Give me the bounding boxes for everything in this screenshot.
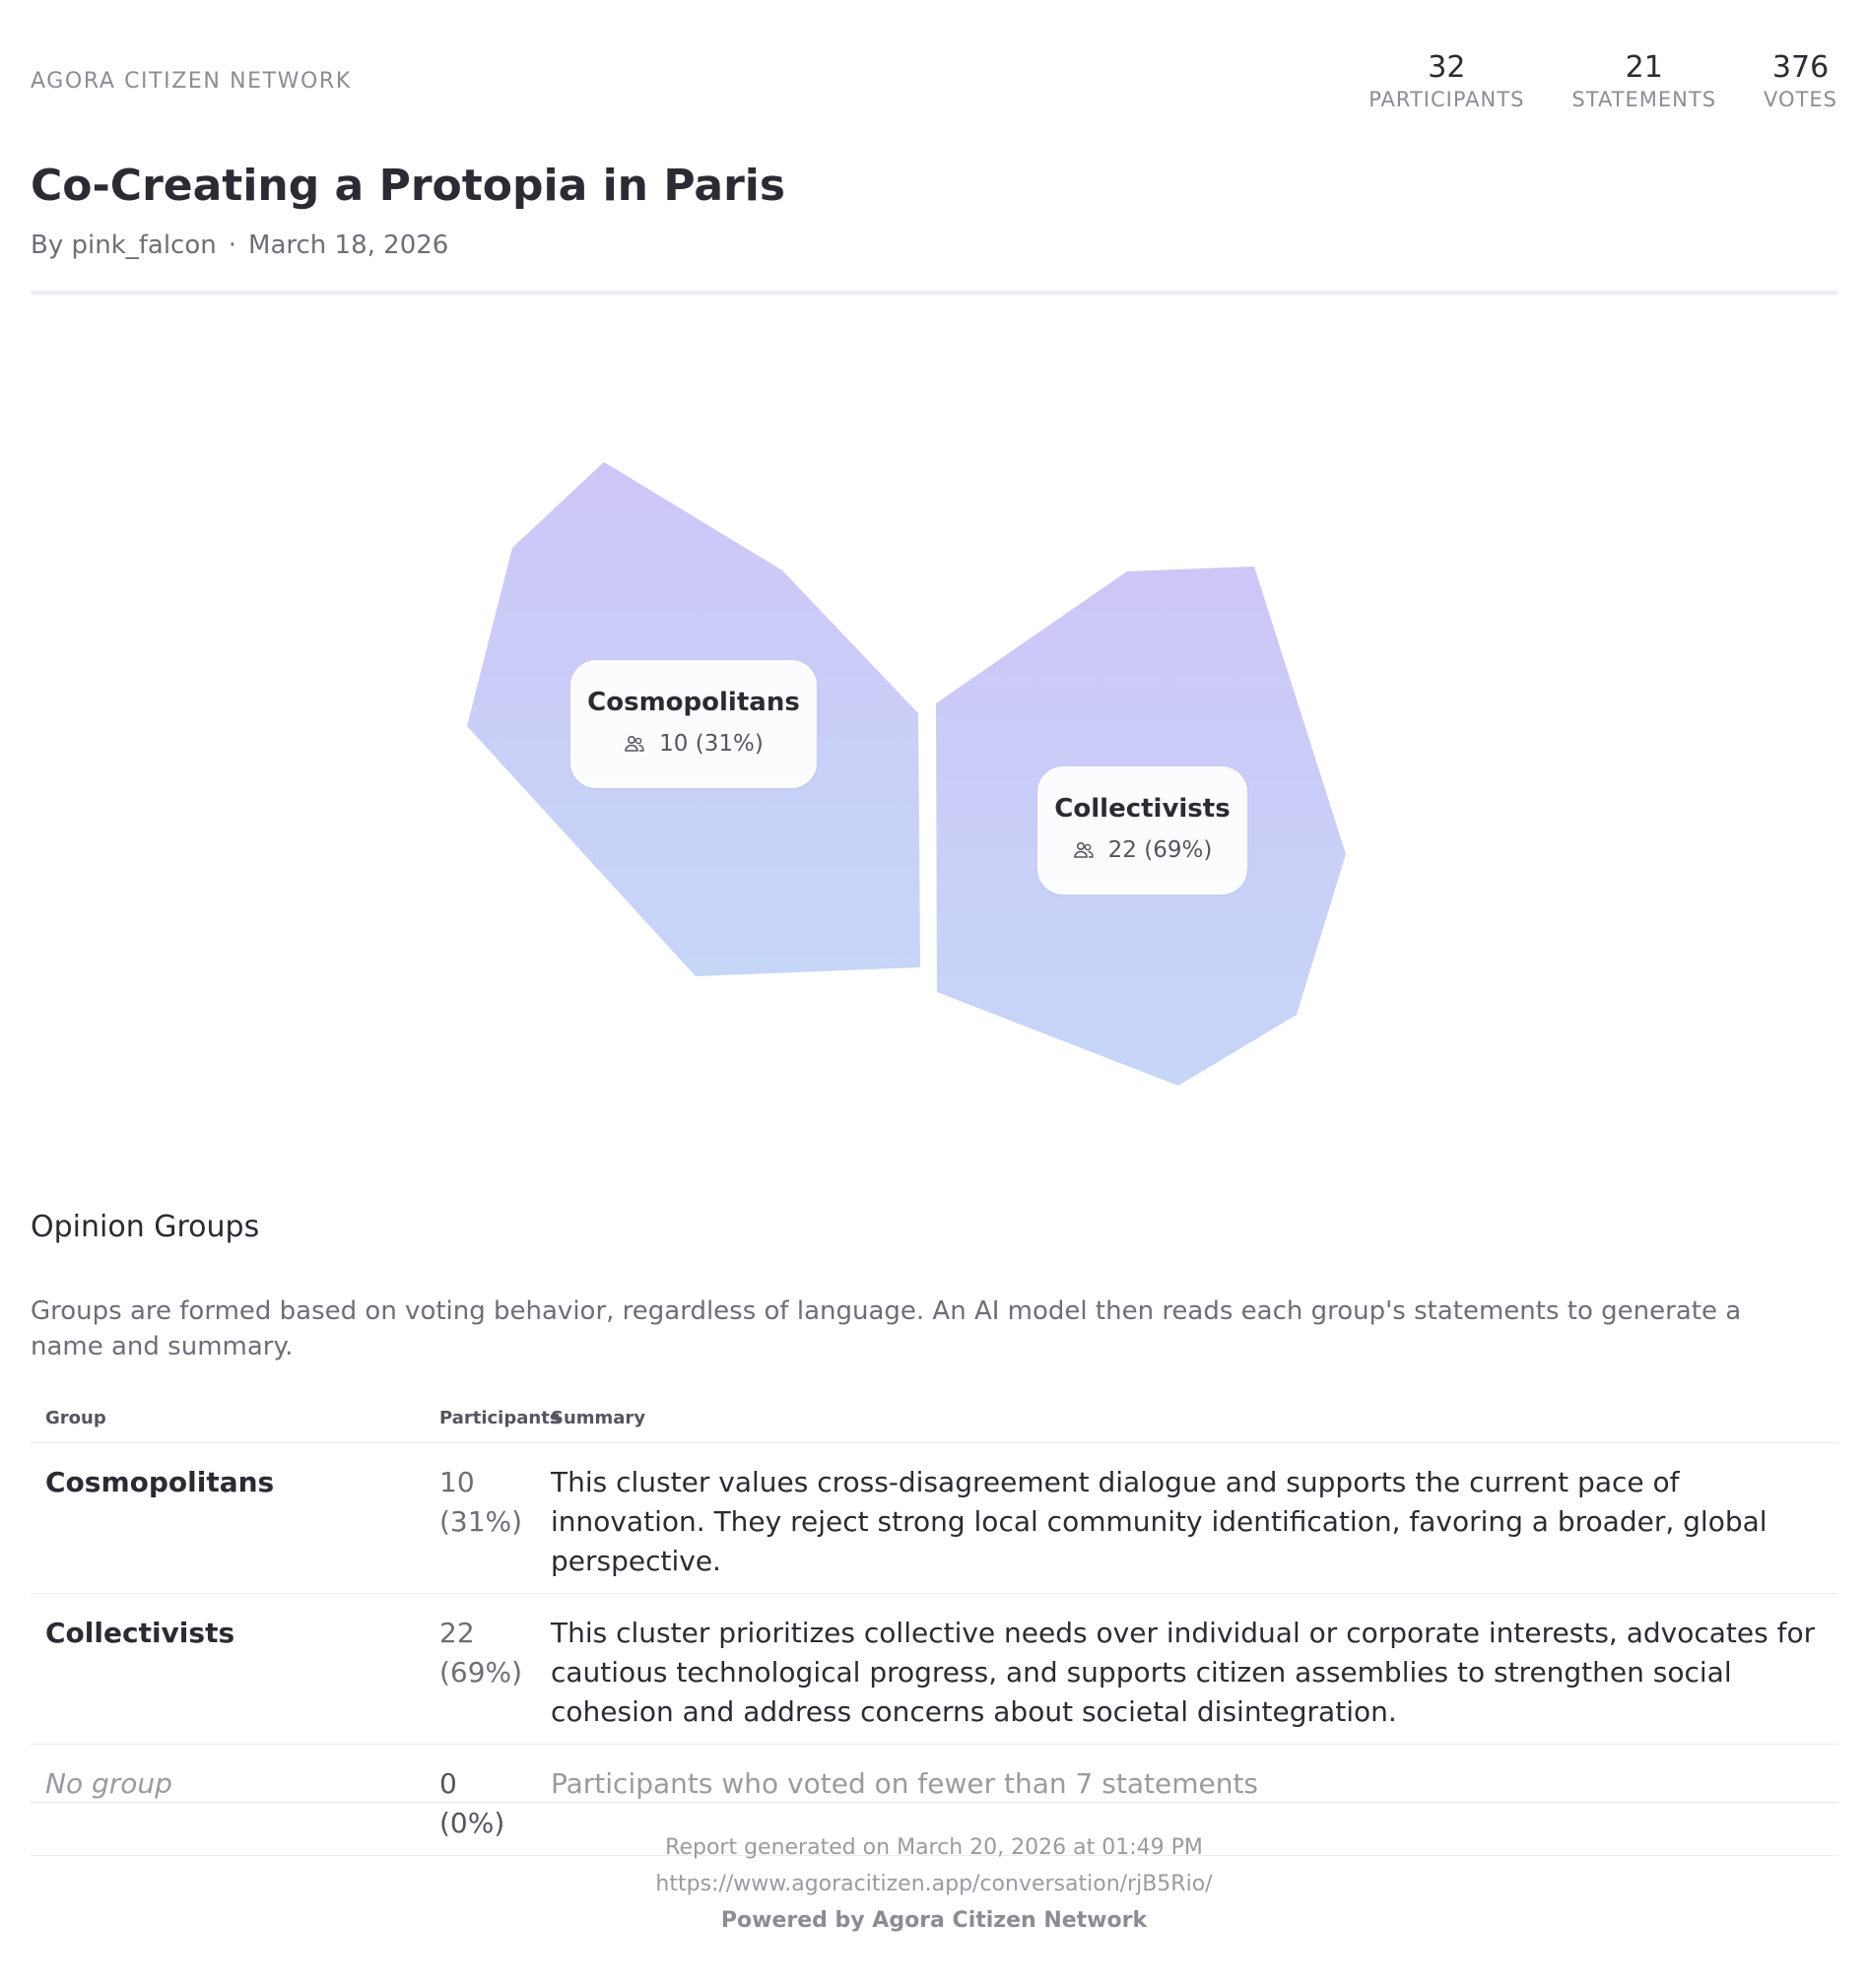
stats-bar (1368, 51, 1837, 111)
stat-votes (1764, 51, 1837, 111)
stat-statements (1571, 51, 1716, 111)
cluster-count (1037, 837, 1247, 863)
group-summary: Participants who voted on fewer than 7 statements (536, 1745, 1837, 1856)
column-header-participants: Participants (425, 1399, 536, 1443)
people-icon (1073, 841, 1095, 859)
conversation-url[interactable]: https://www.agoracitizen.app/conversation/rjB5Rio/ (655, 1872, 1213, 1896)
cluster-name: Collectivists (1054, 794, 1231, 824)
stat-value: 376 (1771, 50, 1830, 85)
footer-divider (31, 1802, 1837, 1803)
powered-by: Powered by Agora Citizen Network (720, 1908, 1148, 1933)
people-icon (624, 735, 645, 753)
byline-separator: · (228, 231, 237, 260)
group-participants: 10 (31%) (425, 1443, 536, 1594)
stat-value: 21 (1625, 50, 1663, 85)
stat-label: STATEMENTS (1571, 87, 1717, 111)
cluster-name: Cosmopolitans (587, 688, 800, 717)
generated-timestamp: Report generated on March 20, 2026 at 01:49 PM (665, 1835, 1203, 1860)
author: By pink_falcon (31, 231, 217, 260)
opinion-map (0, 296, 1868, 1162)
stat-value: 32 (1428, 50, 1466, 85)
stat-label: PARTICIPANTS (1368, 87, 1525, 111)
section-title: Opinion Groups (31, 1210, 260, 1244)
group-summary: This cluster values cross-disagreement dialogue and supports the current pace of innovation. They reject strong local community identification, favoring a broader, global perspective. (536, 1443, 1837, 1594)
byline (31, 231, 448, 260)
cluster-count-text: 22 (69%) (1107, 837, 1213, 863)
opinion-map-canvas (0, 296, 1868, 1162)
column-header-group: Group (31, 1399, 425, 1443)
header-divider (31, 291, 1837, 295)
cluster-label-collectivists[interactable] (1037, 766, 1247, 895)
stat-label: VOTES (1764, 87, 1837, 111)
group-summary: This cluster prioritizes collective needs over individual or corporate interests, advocates for cautious technological progress, and supports citizen assemblies to strengthen social cohesion and address concerns about societal disintegration. (536, 1594, 1837, 1745)
publish-date: March 18, 2026 (248, 231, 449, 260)
section-description: Groups are formed based on voting behavior, regardless of language. An AI model then reads each group's statements to generate a name and summary. (31, 1296, 1742, 1361)
cluster-count-text: 10 (31%) (659, 731, 764, 757)
brand-name: AGORA CITIZEN NETWORK (31, 69, 352, 94)
group-name: Cosmopolitans (31, 1443, 425, 1594)
column-header-summary: Summary (536, 1399, 1837, 1443)
stat-participants (1368, 51, 1524, 111)
group-participants: 0 (0%) (425, 1745, 536, 1856)
group-name: No group (31, 1745, 425, 1856)
cluster-count (570, 731, 817, 757)
table-row (31, 1443, 1837, 1594)
table-row (31, 1594, 1837, 1745)
page-title: Co-Creating a Protopia in Paris (31, 161, 786, 211)
group-name: Collectivists (31, 1594, 425, 1745)
group-participants: 22 (69%) (425, 1594, 536, 1745)
report-footer (0, 1829, 1868, 1939)
table-header-row (31, 1399, 1837, 1443)
opinion-groups-table (31, 1399, 1837, 1856)
cluster-label-cosmopolitans[interactable] (570, 660, 817, 788)
